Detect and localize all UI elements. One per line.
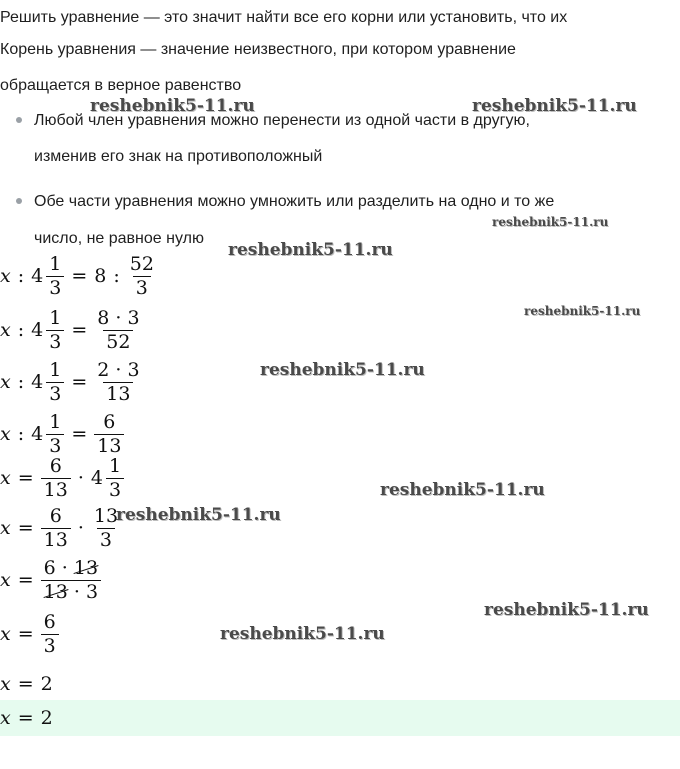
equation-step-1: x : 4 $\frac{1}{3}$ = 8 : $\frac{52}{3}$ [0, 252, 154, 299]
cancelled-13-top: 13 [73, 556, 99, 579]
intro-line-3: обращается в верное равенство [0, 77, 242, 94]
bullet-2-line-2: число, не равное нулю [34, 230, 204, 247]
watermark: reshebnik5-11.ru [492, 215, 609, 229]
watermark: reshebnik5-11.ru [484, 600, 649, 620]
bullet-2-line-1: Обе части уравнения можно умножить или разделить на одно и то же [34, 193, 555, 210]
watermark: reshebnik5-11.ru [380, 480, 545, 500]
equation-step-9: x = 2 [0, 673, 53, 695]
equation-step-8: x = $\frac{6}{3}$ [0, 608, 59, 660]
watermark: reshebnik5-11.ru [472, 96, 637, 116]
answer-equation: x = 2 [0, 707, 53, 729]
answer-highlight [0, 700, 680, 736]
equation-step-6: x = $\frac{6}{13}$ · $\frac{13}{3}$ [0, 504, 119, 551]
watermark: reshebnik5-11.ru [220, 624, 385, 644]
bullet-1-line-1: Любой член уравнения можно перенести из одной части в другую, [34, 112, 530, 129]
equation-step-5: x = $\frac{6}{13}$ · 4 $\frac{1}{3}$ [0, 452, 124, 504]
intro-line-1: Решить уравнение — это значит найти все его корни или установить, что их [0, 9, 568, 26]
equation-step-2: x : 4 $\frac{1}{3}$ = $\frac{8 \cdot 3}{52}$ [0, 306, 140, 353]
watermark: reshebnik5-11.ru [228, 240, 393, 260]
bullet-dot-2 [16, 198, 22, 204]
equation-step-3: x : 4 $\frac{1}{3}$ = $\frac{2 \cdot 3}{13}$ [0, 358, 140, 405]
intro-line-2: Корень уравнения — значение неизвестного, при котором уравнение [0, 41, 516, 58]
watermark: reshebnik5-11.ru [116, 505, 281, 525]
watermark: reshebnik5-11.ru [90, 96, 255, 116]
watermark: reshebnik5-11.ru [524, 304, 641, 318]
cancelled-13-bottom: 13 [43, 580, 68, 603]
equation-step-4: x : 4 $\frac{1}{3}$ = $\frac{6}{13}$ [0, 408, 124, 460]
bullet-1-line-2: изменив его знак на противоположный [34, 148, 323, 165]
watermark: reshebnik5-11.ru [260, 360, 425, 380]
equation-step-7: x = $\frac{6 \cdot 13}{13 \cdot 3}$ [0, 554, 101, 606]
bullet-dot-1 [16, 117, 22, 123]
